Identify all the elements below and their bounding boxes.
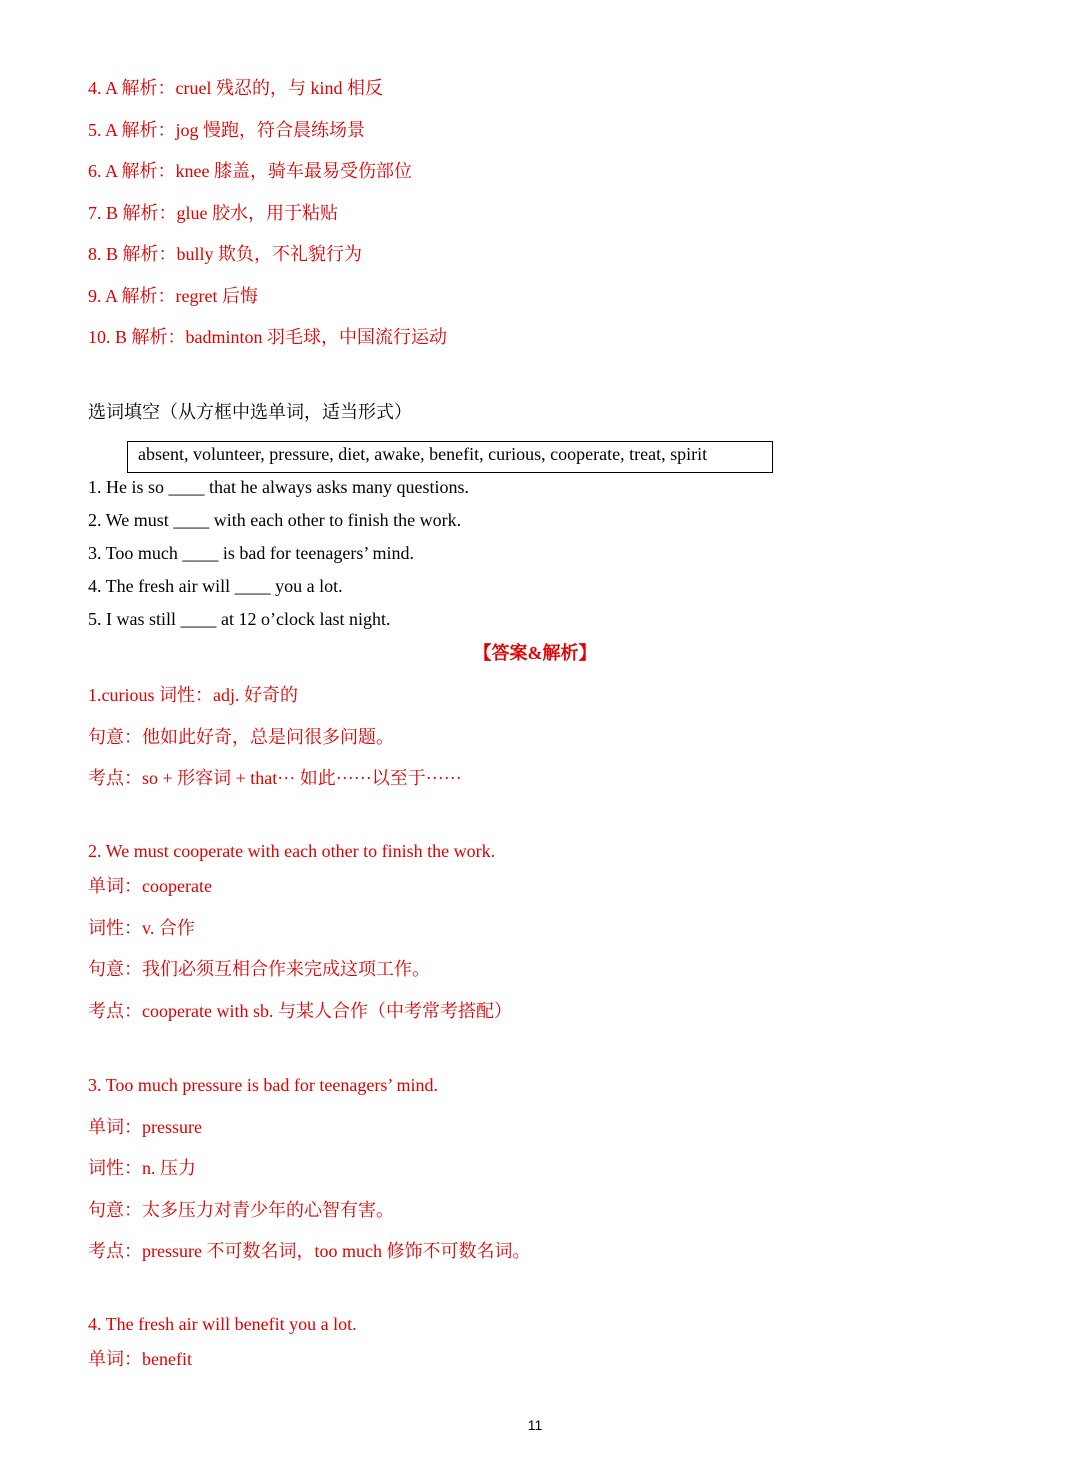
question-5: 5. I was still ____ at 12 o’clock last night. (88, 609, 391, 629)
explain-4-sentence: 4. The fresh air will benefit you a lot. (88, 1314, 357, 1334)
explain-2-sentence: 2. We must cooperate with each other to finish the work. (88, 841, 496, 861)
explain-4-word: 单词：benefit (88, 1349, 192, 1369)
answer-line-5: 5. A 解析：jog 慢跑，符合晨练场景 (88, 120, 366, 140)
answer-line-8: 8. B 解析：bully 欺负，不礼貌行为 (88, 244, 363, 264)
answer-header: 【答案&解析】 (473, 643, 597, 663)
explain-3-point: 考点：pressure 不可数名词，too much 修饰不可数名词。 (88, 1241, 531, 1261)
explain-2-word: 单词：cooperate (88, 876, 212, 896)
explain-1-meaning: 句意：他如此好奇，总是问很多问题。 (88, 727, 394, 747)
answer-line-7: 7. B 解析：glue 胶水，用于粘贴 (88, 203, 338, 223)
explain-1-word: 1.curious 词性：adj. 好奇的 (88, 685, 298, 705)
explain-2-point: 考点：cooperate with sb. 与某人合作（中考常考搭配） (88, 1001, 512, 1021)
question-2: 2. We must ____ with each other to finish the work. (88, 510, 462, 530)
explain-1-point: 考点：so + 形容词 + that··· 如此······以至于······ (88, 768, 462, 788)
question-1: 1. He is so ____ that he always asks many questions. (88, 477, 469, 497)
word-box: absent, volunteer, pressure, diet, awake, benefit, curious, cooperate, treat, spirit (127, 441, 773, 473)
answer-line-6: 6. A 解析：knee 膝盖，骑车最易受伤部位 (88, 161, 412, 181)
answer-line-9: 9. A 解析：regret 后悔 (88, 286, 258, 306)
explain-3-pos: 词性：n. 压力 (88, 1158, 196, 1178)
explain-3-meaning: 句意：太多压力对青少年的心智有害。 (88, 1200, 394, 1220)
explain-3-sentence: 3. Too much pressure is bad for teenagers’ mind. (88, 1075, 438, 1095)
question-4: 4. The fresh air will ____ you a lot. (88, 576, 343, 596)
answer-line-10: 10. B 解析：badminton 羽毛球，中国流行运动 (88, 327, 447, 347)
section-title: 选词填空（从方框中选单词，适当形式） (88, 402, 412, 422)
question-3: 3. Too much ____ is bad for teenagers’ mind. (88, 543, 415, 563)
explain-2-meaning: 句意：我们必须互相合作来完成这项工作。 (88, 959, 430, 979)
page-number: 11 (527, 1417, 543, 1433)
explain-2-pos: 词性：v. 合作 (88, 918, 195, 938)
answer-line-4: 4. A 解析：cruel 残忍的，与 kind 相反 (88, 78, 383, 98)
explain-3-word: 单词：pressure (88, 1117, 202, 1137)
